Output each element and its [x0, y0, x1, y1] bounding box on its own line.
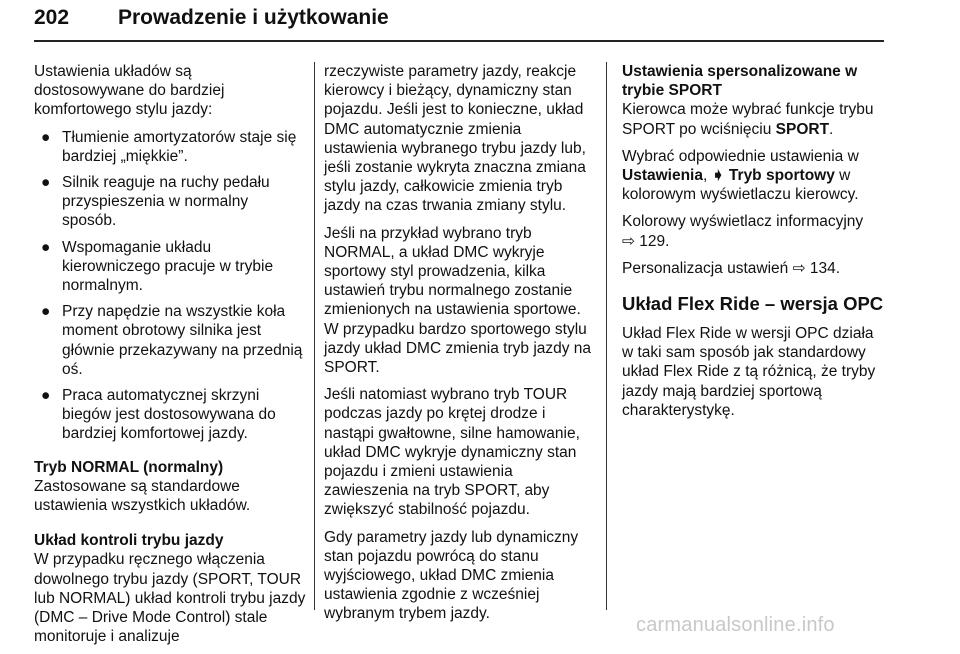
paragraph: Wybrać odpowiednie ustawienia w Ustawienia, ➧ Tryb sportowy w kolorowym wyświetlaczu kierowcy. — [622, 147, 859, 204]
normal-mode-text: Zastosowane są standardowe ustawienia wszystkich układów. — [34, 477, 251, 515]
column-3 — [622, 62, 888, 428]
paragraph: Personalizacja ustawień ⇨ 134. — [622, 259, 841, 277]
bullet-icon: ● — [41, 174, 51, 192]
control-text: W przypadku ręcznego włączenia dowolnego trybu jazdy (SPORT, TOUR lub NORMAL) układ kontroli trybu jazdy (DMC – Drive Mode Control) stale monitoruje i analizuje — [34, 551, 306, 646]
bullet-list — [34, 128, 306, 444]
bullet-icon: ● — [41, 238, 51, 256]
column-2 — [324, 62, 596, 632]
paragraph: Gdy parametry jazdy lub dynamiczny stan pojazdu powrócą do stanu wyjściowego, układ DMC zmienia ustawienia zgodnie z wcześniej wybranym trybem jazdy. — [324, 528, 579, 623]
paragraph: Jeśli natomiast wybrano tryb TOUR podczas jazdy po krętej drodze i nastąpi gwałtowne, silne hamowanie, układ DMC wykryje dynamiczny stan pojazdu i zmieni ustawienia zawieszenia na tryb SPORT, aby zwiększyć stabilność pojazdu. — [324, 386, 580, 519]
list-item: ● Silnik reaguje na ruchy pedału przyspieszenia w normalny sposób. — [41, 174, 270, 230]
column-divider — [606, 62, 607, 610]
page-title: Prowadzenie i użytkowanie — [118, 6, 389, 29]
list-item: ● Tłumienie amortyzatorów staje się bardziej „miękkie”. — [41, 128, 297, 165]
intro-text: Ustawienia układów są dostosowywane do bardziej komfortowego stylu jazdy: — [34, 63, 225, 119]
control-heading: Układ kontroli trybu jazdy — [34, 532, 224, 550]
column-1 — [34, 62, 306, 654]
watermark: carmanualsonline.info — [636, 614, 835, 636]
column-divider — [314, 62, 315, 610]
paragraph: Kierowca może wybrać funkcje trybu SPORT po wciśnięciu SPORT. — [622, 101, 874, 138]
paragraph: Kolorowy wyświetlacz informacyjny ⇨ 129. — [622, 213, 864, 250]
menu-sport-mode-label: Tryb sportowy — [728, 167, 835, 185]
sport-button-label: SPORT — [775, 120, 830, 138]
bullet-icon: ● — [41, 387, 51, 405]
page-ref-icon: ⇨ — [622, 232, 635, 250]
flex-ride-text: Układ Flex Ride w wersji OPC działa w taki sam sposób jak standardowy układ Flex Ride z tą różnicą, że tryby jazdy mają bardziej sportową charakterystykę. — [622, 325, 876, 419]
list-item: ● Praca automatycznej skrzyni biegów jest dostosowywana do bardziej komfortowej jazdy. — [41, 387, 276, 443]
sport-settings-heading: Ustawienia spersonalizowane w trybie SPORT — [622, 63, 858, 100]
normal-mode-heading: Tryb NORMAL (normalny) — [34, 458, 224, 476]
page-ref: 134. — [805, 259, 841, 277]
header-rule — [34, 40, 884, 42]
menu-arrow-icon: ➧ — [711, 167, 725, 185]
page-header — [34, 6, 924, 44]
page-number: 202 — [34, 6, 70, 29]
list-item: ● Przy napędzie na wszystkie koła moment obrotowy silnika jest głównie przekazywany na przednią oś. — [41, 303, 303, 378]
page-ref: 129. — [635, 232, 670, 250]
page-ref-icon: ⇨ — [792, 259, 806, 277]
bullet-icon: ● — [41, 303, 51, 321]
list-item: ● Wspomaganie układu kierowniczego pracuje w trybie normalnym. — [41, 238, 274, 295]
menu-settings-label: Ustawienia — [622, 167, 703, 185]
paragraph: Jeśli na przykład wybrano tryb NORMAL, a układ DMC wykryje sportowy styl prowadzenia, kilka ustawień trybu normalnego zostanie zmienionych na ustawienia sportowe. W przypadku bardzo sportowego stylu jazdy układ DMC zmienia tryb jazdy na SPORT. — [324, 224, 592, 377]
paragraph: rzeczywiste parametry jazdy, reakcje kierowcy i bieżący, dynamiczny stan pojazdu. Jeśli jest to konieczne, układ DMC automatycznie zmienia ustawienia wybranego trybu jazdy lub, jeśli zostanie wykryta znaczna zmiana stylu jazdy, całkowicie zmienia tryb jazdy na czas trwania zmiany stylu. — [324, 63, 586, 215]
bullet-icon: ● — [41, 128, 51, 146]
flex-ride-heading: Układ Flex Ride – wersja OPC — [622, 293, 884, 315]
